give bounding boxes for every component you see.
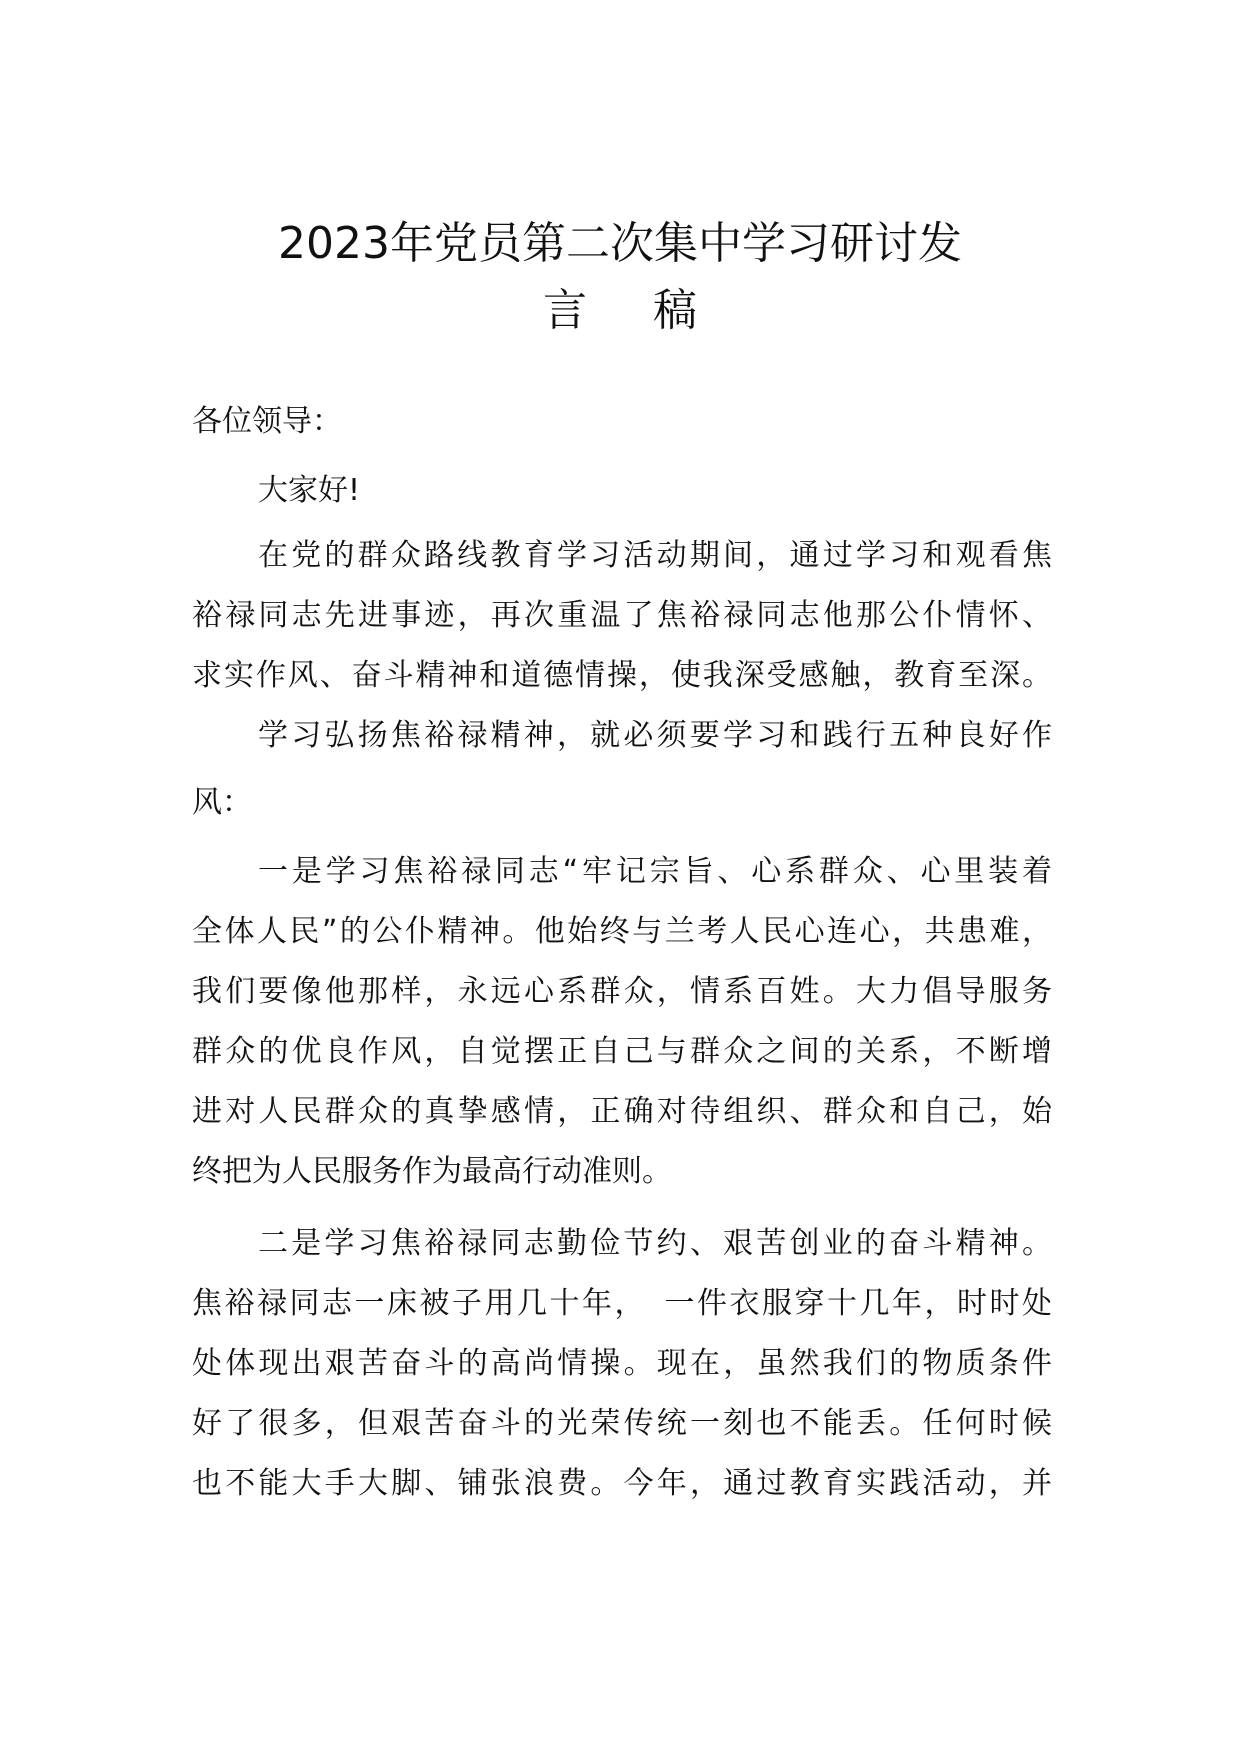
body-line-2: 裕禄同志先进事迹，再次重温了焦裕禄同志他那公仆情怀、 [192,598,1052,633]
body-line-6: 一是学习焦裕禄同志“牢记宗旨、心系群众、心里装着 [258,854,1052,889]
salutation: 各位领导： [192,404,342,439]
body-line-7: 全体人民”的公仆精神。他始终与兰考人民心连心，共患难， [192,914,1052,949]
body-line-15: 好了很多，但艰苦奋斗的光荣传统一刻也不能丢。任何时候 [192,1406,1052,1441]
greeting: 大家好! [258,473,361,508]
body-line-1: 在党的群众路线教育学习活动期间，通过学习和观看焦 [258,538,1052,573]
body-line-3: 求实作风、奋斗精神和道德情操，使我深受感触，教育至深。 [192,658,1052,693]
body-line-14: 处体现出艰苦奋斗的高尚情操。现在，虽然我们的物质条件 [192,1346,1052,1381]
body-line-16: 也不能大手大脚、铺张浪费。今年，通过教育实践活动，并 [192,1466,1052,1501]
body-line-12: 二是学习焦裕禄同志勤俭节约、艰苦创业的奋斗精神。 [258,1226,1052,1261]
body-line-13: 焦裕禄同志一床被子用几十年， 一件衣服穿十几年，时时处 [192,1286,1052,1321]
document-title-line-1: 2023年党员第二次集中学习研讨发 [278,218,962,269]
body-line-8: 我们要像他那样，永远心系群众，情系百姓。大力倡导服务 [192,974,1052,1009]
body-line-10: 进对人民群众的真挚感情，正确对待组织、群众和自己，始 [192,1094,1052,1129]
body-line-11: 终把为人民服务作为最高行动准则。 [192,1154,672,1189]
document-title-line-2: 言 稿 [543,285,723,336]
body-line-9: 群众的优良作风，自觉摆正自己与群众之间的关系，不断增 [192,1034,1052,1069]
body-line-4: 学习弘扬焦裕禄精神，就必须要学习和践行五种良好作 [258,718,1052,753]
body-line-5: 风： [192,785,252,820]
